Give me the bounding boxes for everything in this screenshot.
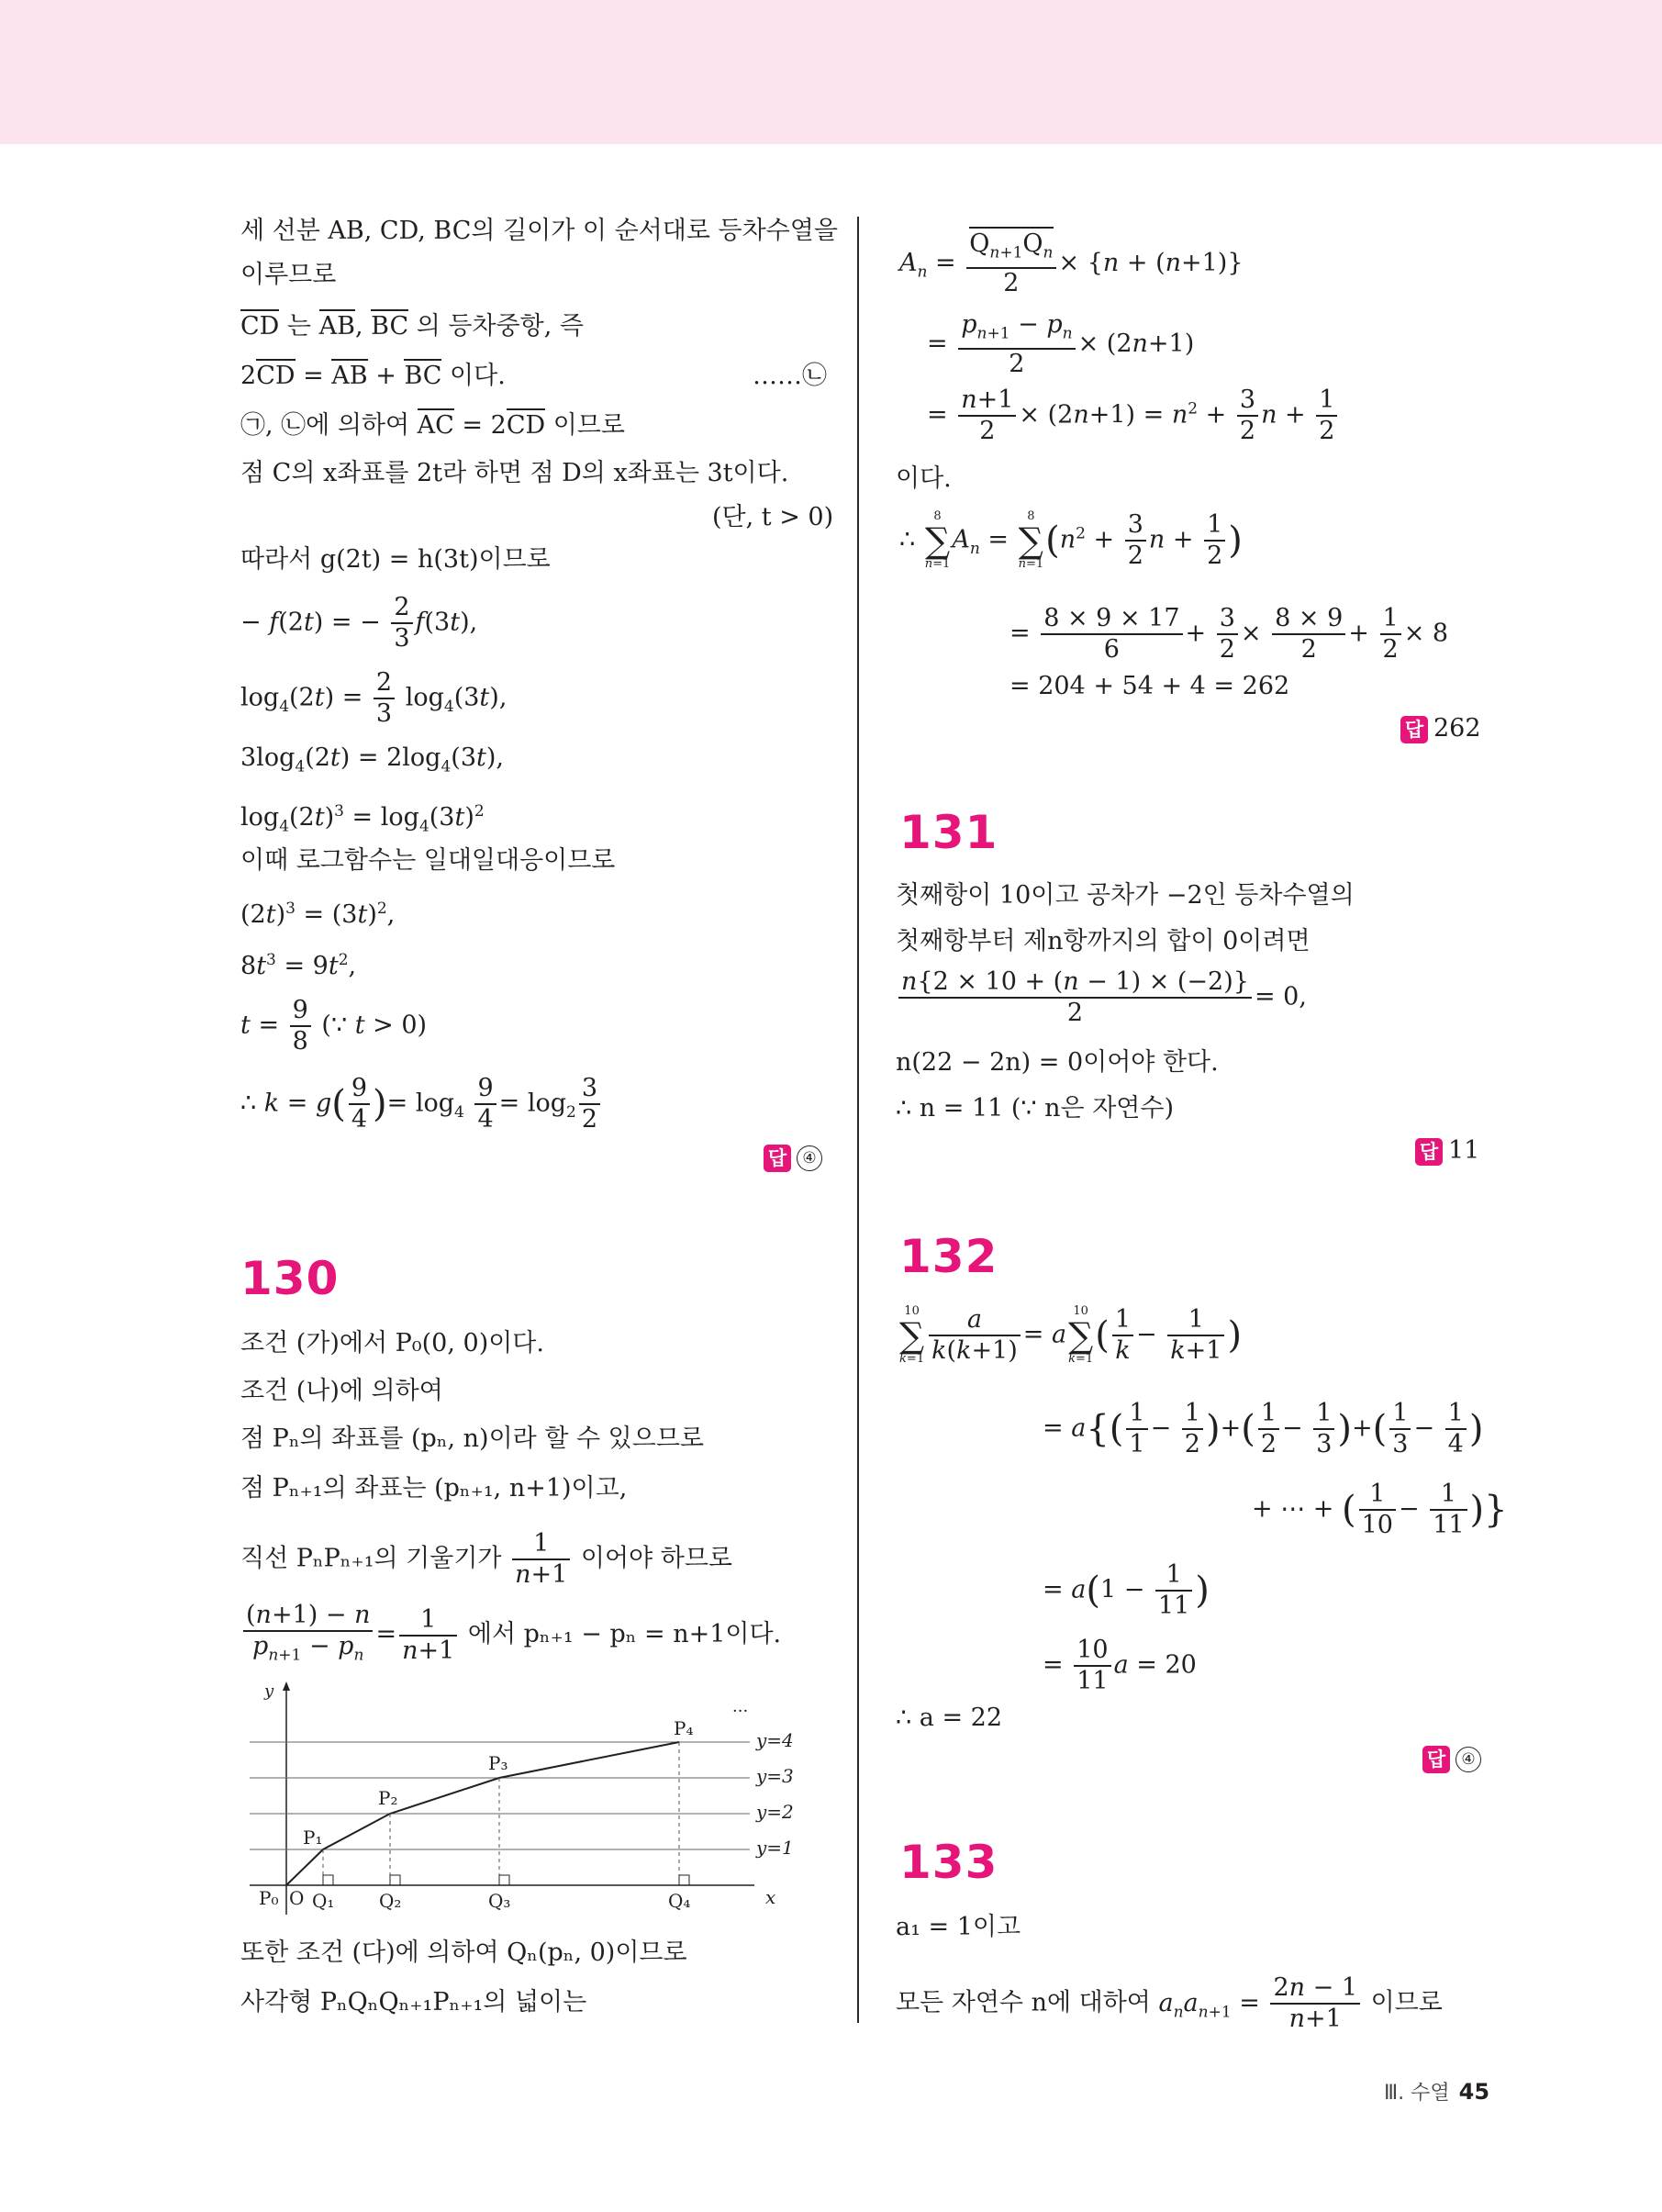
math-line: $3\log_4(2t) = 2\log_4(3t)$,	[240, 743, 504, 776]
text-line: 첫째항이 10이고 공차가 −2인 등차수열의	[896, 881, 1355, 910]
problem-number-130: 130	[240, 1252, 340, 1305]
answer	[764, 1143, 822, 1172]
column-divider	[857, 217, 859, 2023]
math-line: ∴ 8 ∑ $n=1A_n = 8$ ∑ $n=1(n^2$ + $\frac{3}{2}$ n + $\frac{1}{2}$ )	[899, 509, 1243, 571]
point-label-p2: P₂	[378, 1787, 398, 1809]
math-line: = 204 + 54 + 4 = 262	[1009, 672, 1290, 700]
axis-label-x: x	[765, 1886, 776, 1908]
point-label-p3: P₃	[488, 1752, 508, 1774]
math-line: $\log_4(2t)^3 = \log_4(3t)^2$	[240, 802, 485, 836]
section-label: Ⅲ. 수열	[1384, 2082, 1450, 2105]
text-line: 조건 (나)에 의하여	[240, 1377, 443, 1405]
header-band	[0, 0, 1662, 144]
answer-badge: 답	[764, 1145, 791, 1172]
math-line: − f(2t) = − $\frac{2}{3}$ f(3t),	[240, 593, 478, 653]
level-label-2: y=2	[756, 1801, 794, 1823]
answer-badge: 답	[1415, 1138, 1443, 1166]
math-line: = $\frac{p_{n+1} - p_n}{2}$ × (2n+1)	[927, 310, 1195, 379]
math-line: 10 ∑ k=1 $\frac{a}{k(k+1)}$ = a10 ∑ k=1( $\frac{1}{k}$ − $\frac{1}{k+1}$ )	[899, 1304, 1243, 1366]
point-label-p1: P₁	[303, 1827, 323, 1849]
answer-badge: 답	[1400, 716, 1428, 743]
right-angle-4	[679, 1875, 689, 1885]
math-line: $8t^3 = 9t^2$,	[240, 951, 357, 980]
text-line: (단, t > 0)	[712, 503, 834, 531]
math-line: = a(1 − $\frac{1}{11}$ )	[1043, 1560, 1210, 1620]
problem-number-131: 131	[899, 806, 998, 859]
text-line: 첫째항부터 제n항까지의 합이 0이려면	[896, 927, 1311, 955]
lattice-graph	[240, 1678, 809, 1918]
text-line: CD 는 AB, BC 의 등차중항, 즉	[240, 308, 584, 345]
text-line: 점 Pₙ₊₁의 좌표는 (pₙ₊₁, n+1)이고,	[240, 1474, 628, 1503]
math-line: a₁ = 1이고	[896, 1913, 1021, 1941]
text-line: ∴ n = 11 (∵ n은 자연수)	[896, 1094, 1175, 1123]
math-line: $\log_4(2t)$ = $\frac{2}{3}$ $\log_4(3t)$,	[240, 668, 508, 728]
problem-number-132: 132	[899, 1230, 998, 1283]
text-line: ㉠, ㉡에 의하여 AC = 2CD 이므로	[240, 408, 625, 444]
answer-value: 11	[1448, 1136, 1480, 1165]
right-angle-1	[323, 1875, 333, 1885]
origin-label: O	[289, 1887, 305, 1909]
equation-tag: ……㉡	[753, 362, 827, 390]
text-line: 세 선분 AB, CD, BC의 길이가 이 순서대로 등차수열을	[240, 217, 838, 245]
segment-cd: CD	[240, 309, 279, 341]
point-label-p4: P₄	[674, 1717, 694, 1739]
point-label-p0: P₀	[259, 1887, 279, 1909]
segment-bc: BC	[371, 309, 408, 341]
foot-label-q4: Q₄	[668, 1890, 691, 1912]
text-line: n(22 − 2n) = 0이어야 한다.	[896, 1048, 1219, 1077]
axis-label-y: y	[264, 1681, 274, 1701]
text-line: 사각형 PₙQₙQₙ₊₁Pₙ₊₁의 넓이는	[240, 1988, 587, 2016]
answer	[1415, 1136, 1479, 1166]
math-line: + ⋯ + ( $\frac{1}{10}$ − $\frac{1}{11}$ )}	[1252, 1480, 1508, 1539]
math-line: $\frac{(n+1) - n}{p_{n+1} - p_n}$ = $\frac{1}{n+1}$ 에서 pₙ₊₁ − pₙ = n+1이다.	[240, 1601, 781, 1670]
math-line: 2CD = AB + BC 이다.	[240, 358, 506, 395]
answer-badge: 답	[1422, 1746, 1450, 1773]
text-line: 모든 자연수 n에 대하여 $a_na_{n+1}$ = $\frac{2n - 1}{n+1}$ 이므로	[896, 1973, 1443, 2033]
text-line: 이때 로그함수는 일대일대응이므로	[240, 846, 616, 875]
text-line: 조건 (가)에서 P₀(0, 0)이다.	[240, 1329, 544, 1357]
y-axis-arrow	[283, 1681, 290, 1691]
graph-ellipsis: ···	[732, 1702, 749, 1721]
foot-label-q3: Q₃	[488, 1890, 511, 1912]
level-label-3: y=3	[756, 1765, 794, 1787]
math-line: t = $\frac{9}{8}$ (∵ t > 0)	[240, 996, 428, 1056]
answer-value: 262	[1433, 714, 1481, 743]
text-line: 직선 PₙPₙ₊₁의 기울기가 $\frac{1}{n+1}$ 이어야 하므로	[240, 1529, 732, 1589]
text-line: 점 C의 x좌표를 2t라 하면 점 D의 x좌표는 3t이다.	[240, 459, 789, 487]
page-footer	[1384, 2077, 1489, 2106]
text-line: 또한 조건 (다)에 의하여 Qₙ(pₙ, 0)이므로	[240, 1938, 687, 1967]
foot-label-q1: Q₁	[312, 1890, 335, 1912]
problem-number-133: 133	[899, 1836, 998, 1889]
math-line: = $\frac{8 \times 9 \times 17}{6}$ + $\frac{3}{2}$ × $\frac{8 \times 9}{2}$ + $\frac{1}{2}$ × 8	[1009, 604, 1449, 664]
page-number: 45	[1458, 2079, 1490, 2105]
level-label-4: y=4	[756, 1729, 794, 1751]
math-line: ∴ a = 22	[896, 1704, 1003, 1732]
text-line: 이루므로	[240, 261, 337, 289]
math-line: $(2t)^3 = (3t)^2$,	[240, 899, 396, 929]
answer	[1422, 1744, 1481, 1773]
segment-ab: AB	[319, 309, 355, 341]
math-line: $\frac{n\{2 \times 10 + (n - 1) \times (-2)\}}{2}$ = 0,	[896, 967, 1307, 1028]
answer	[1400, 714, 1481, 743]
right-angle-2	[390, 1875, 400, 1885]
math-line: ∴ k = g( $\frac{9}{4}$ )= $\log_4$ $\frac{9}{4}$ = $\log_2$ $\frac{3}{2}$	[240, 1074, 603, 1134]
answer-value: ④	[797, 1145, 822, 1171]
math-line: = $\frac{n+1}{2}$ × $(2n+1) = n^2$ + $\frac{3}{2}$ n + $\frac{1}{2}$	[927, 385, 1340, 446]
math-line: = $\frac{10}{11}$ a = 20	[1043, 1636, 1197, 1695]
foot-label-q2: Q₂	[379, 1890, 402, 1912]
text-line: 점 Pₙ의 좌표를 (pₙ, n)이라 할 수 있으므로	[240, 1424, 704, 1453]
text-line: 이다.	[896, 464, 952, 493]
answer-value: ④	[1456, 1747, 1481, 1772]
level-label-1: y=1	[756, 1837, 794, 1859]
text-line: 따라서 g(2t) = h(3t)이므로	[240, 545, 551, 574]
right-angle-3	[499, 1875, 509, 1885]
math-line: = a{( $\frac{1}{1}$ − $\frac{1}{2}$ )+( $\frac{1}{2}$ − $\frac{1}{3}$ )+( $\frac{1}{3}$ − $\frac{1}{4}$ )	[1043, 1399, 1484, 1458]
math-line: $A_n$ = $\frac{Q_{n+1}Q_n}{2}$ × {n + (n+1)}	[899, 229, 1244, 298]
